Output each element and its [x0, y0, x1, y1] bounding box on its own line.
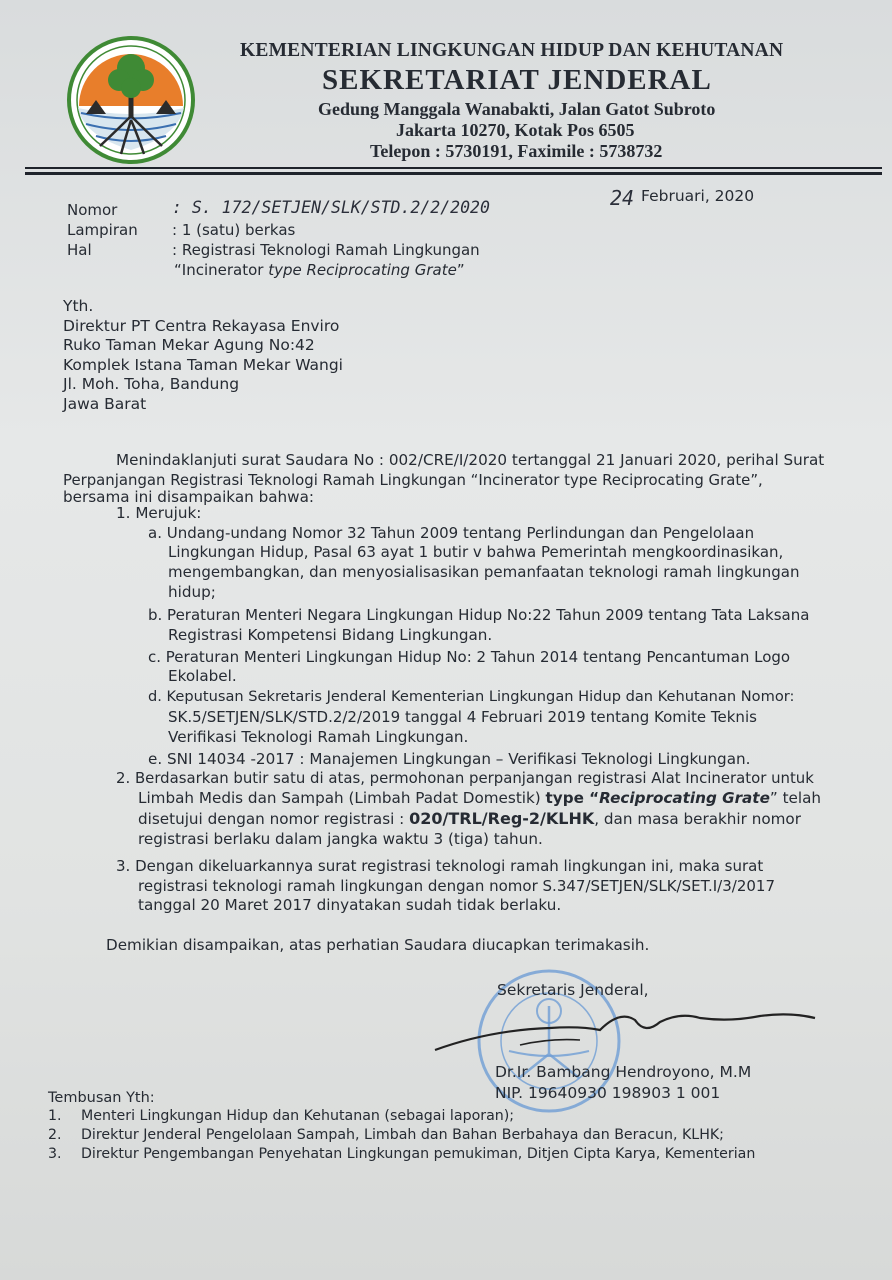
ministry-logo-icon [66, 36, 196, 164]
registration-number: 020/TRL/Reg-2/KLHK [409, 809, 595, 828]
ref-line: Verifikasi Teknologi Ramah Lingkungan. [168, 728, 469, 746]
ref-line: SK.5/SETJEN/SLK/STD.2/2/2019 tanggal 4 Februari 2019 tentang Komite Teknis [168, 708, 757, 726]
address-line-1: Gedung Manggala Wanabakti, Jalan Gatot Subroto [318, 99, 716, 119]
ref-line: e. SNI 14034 -2017 : Manajemen Lingkungan – Verifikasi Teknologi Lingkungan. [148, 750, 751, 768]
item-2-line: 2. Berdasarkan butir satu di atas, permohonan perpanjangan registrasi Alat Incinerator untuk [116, 769, 814, 787]
signatory-nip: NIP. 19640930 198903 1 001 [495, 1084, 721, 1102]
recipient-line: Jl. Moh. Toha, Bandung [63, 375, 240, 394]
hal-value-2b: type Reciprocating Grate [268, 261, 457, 279]
item-2-line: registrasi berlaku dalam jangka waktu 3 (tiga) tahun. [138, 830, 543, 848]
intro-line: Perpanjangan Registrasi Teknologi Ramah Lingkungan “Incinerator type Reciprocating Grate”, [63, 471, 763, 489]
hal-value: : Registrasi Teknologi Ramah Lingkungan [172, 241, 480, 259]
ref-line: Registrasi Kompetensi Bidang Lingkungan. [168, 626, 493, 644]
recipient-line: Direktur PT Centra Rekayasa Enviro [63, 316, 340, 335]
item-3-line: registrasi teknologi ramah lingkungan dengan nomor S.347/SETJEN/SLK/SET.I/3/2017 [138, 877, 776, 895]
nomor-label: Nomor [67, 201, 118, 219]
hal-value-2c: ” [456, 261, 465, 279]
recipient-line: Jawa Barat [63, 394, 147, 413]
ref-line: hidup; [168, 583, 216, 601]
item-2-line [138, 809, 801, 828]
unit-name: SEKRETARIAT JENDERAL [322, 64, 712, 96]
letter-date: Februari, 2020 [641, 187, 755, 205]
hal-value-2 [174, 261, 465, 279]
header-rule-thin [25, 167, 882, 169]
address-line-2: Jakarta 10270, Kotak Pos 6505 [396, 120, 635, 140]
cc-item-number: 3. [48, 1146, 62, 1162]
ministry-name: KEMENTERIAN LINGKUNGAN HIDUP DAN KEHUTANAN [240, 40, 784, 61]
signatory-title: Sekretaris Jenderal, [497, 981, 649, 999]
cc-item-text: Direktur Jenderal Pengelolaan Sampah, Limbah dan Bahan Berbahaya dan Beracun, KLHK; [81, 1127, 724, 1143]
ref-line: mengembangkan, dan menyosialisasikan pemanfaatan teknologi ramah lingkungan [168, 563, 800, 581]
item-2-text: Limbah Medis dan Sampah (Limbah Padat Domestik) [138, 789, 546, 807]
cc-item [48, 1146, 755, 1162]
nomor-value: : S. 172/SETJEN/SLK/STD.2/2/2020 [172, 198, 490, 217]
item-3-line: tanggal 20 Maret 2017 dinyatakan sudah tidak berlaku. [138, 896, 562, 914]
cc-item [48, 1108, 514, 1124]
signatory-name: Dr.Ir. Bambang Hendroyono, M.M [495, 1063, 752, 1081]
ref-line: b. Peraturan Menteri Negara Lingkungan Hidup No:22 Tahun 2009 tentang Tata Laksana [148, 606, 810, 624]
item-1-label: 1. Merujuk: [116, 504, 202, 522]
item-2-line [138, 789, 821, 807]
phone-line: Telepon : 5730191, Faximile : 5738732 [370, 141, 663, 161]
cc-item [48, 1127, 724, 1143]
cc-item-text: Direktur Pengembangan Penyehatan Lingkungan pemukiman, Ditjen Cipta Karya, Kementerian [81, 1146, 756, 1162]
cc-item-number: 1. [48, 1108, 62, 1124]
item-2-text: , dan masa berakhir nomor [594, 810, 801, 828]
item-2-text: disetujui dengan nomor registrasi : [138, 810, 410, 828]
hal-label: Hal [67, 241, 92, 259]
handwritten-signature-icon [430, 1000, 820, 1060]
lampiran-label: Lampiran [67, 221, 138, 239]
intro-line: Menindaklanjuti surat Saudara No : 002/CRE/I/2020 tertanggal 21 Januari 2020, perihal Surat [116, 451, 825, 469]
recipient-line: Yth. [63, 297, 94, 315]
header-rule-thick [25, 172, 882, 175]
cc-item-number: 2. [48, 1127, 62, 1143]
ref-line: c. Peraturan Menteri Lingkungan Hidup No: 2 Tahun 2014 tentang Pencantuman Logo [148, 648, 791, 666]
intro-line: bersama ini disampaikan bahwa: [63, 488, 315, 506]
item-3-line: 3. Dengan dikeluarkannya surat registrasi teknologi ramah lingkungan ini, maka surat [116, 857, 764, 875]
lampiran-value: : 1 (satu) berkas [172, 221, 296, 239]
ref-line: Lingkungan Hidup, Pasal 63 ayat 1 butir v bahwa Pemerintah mengkoordinasikan, [168, 543, 784, 561]
ref-line: a. Undang-undang Nomor 32 Tahun 2009 tentang Perlindungan dan Pengelolaan [148, 524, 755, 542]
recipient-block [63, 297, 343, 415]
item-2-quote: “ [583, 789, 600, 807]
closing-sentence: Demikian disampaikan, atas perhatian Saudara diucapkan terimakasih. [106, 936, 650, 954]
ref-line: Ekolabel. [168, 667, 237, 685]
date-day-handwritten: 24 [610, 186, 635, 210]
item-2-product: Reciprocating Grate [599, 789, 770, 807]
cc-item-text: Menteri Lingkungan Hidup dan Kehutanan (sebagai laporan); [81, 1108, 515, 1124]
recipient-line: Komplek Istana Taman Mekar Wangi [63, 355, 343, 374]
hal-value-2a: “Incinerator [174, 261, 269, 279]
item-2-tail: ” telah [769, 789, 822, 807]
recipient-line: Ruko Taman Mekar Agung No:42 [63, 336, 315, 355]
ref-line: d. Keputusan Sekretaris Jenderal Kementerian Lingkungan Hidup dan Kehutanan Nomor: [148, 688, 795, 705]
item-2-type: type [545, 789, 584, 807]
cc-title: Tembusan Yth: [48, 1090, 155, 1106]
